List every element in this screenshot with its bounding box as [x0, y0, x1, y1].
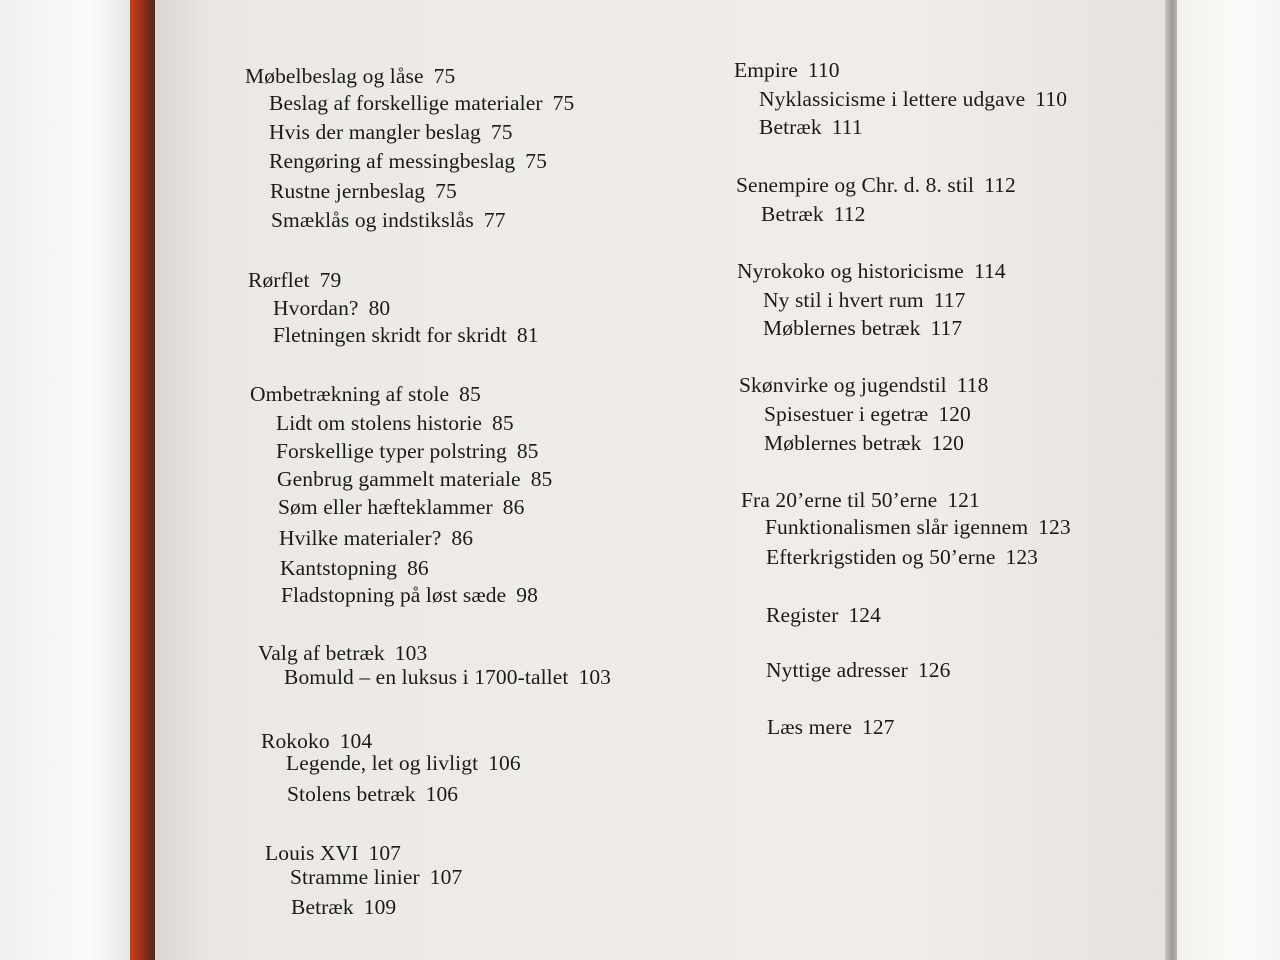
- toc-entry: [291, 897, 396, 919]
- toc-page-number: 75: [552, 91, 575, 115]
- toc-entry-title: Lidt om stolens historie: [276, 411, 483, 435]
- toc-heading: [265, 843, 401, 865]
- toc-page-number: 75: [490, 120, 513, 144]
- toc-entry: [287, 784, 458, 806]
- toc-entry: [270, 181, 457, 203]
- toc-entry: [280, 558, 429, 580]
- toc-page-number: 124: [848, 603, 882, 627]
- toc-page-number: 118: [956, 373, 989, 397]
- toc-page-number: 75: [435, 179, 457, 203]
- inner-cover-edge: [0, 0, 130, 960]
- toc-page-number: 85: [492, 411, 514, 435]
- toc-heading: [734, 60, 840, 82]
- toc-entry-title: Rørflet: [248, 268, 310, 292]
- toc-entry: [765, 517, 1071, 539]
- toc-entry-title: Rokoko: [261, 729, 330, 753]
- toc-entry-title: Betræk: [761, 202, 824, 226]
- toc-page-number: 86: [451, 526, 474, 550]
- toc-heading: [258, 643, 427, 665]
- toc-entry: [269, 151, 547, 173]
- toc-entry-title: Forskellige typer polstring: [276, 439, 507, 463]
- toc-entry: [763, 290, 966, 312]
- toc-page-number: 121: [947, 488, 980, 512]
- toc-entry-title: Bomuld – en luksus i 1700-tallet: [284, 665, 569, 689]
- toc-entry-title: Senempire og Chr. d. 8. stil: [736, 173, 975, 197]
- toc-entry-title: Louis XVI: [265, 841, 359, 865]
- toc-page-number: 85: [516, 439, 539, 463]
- toc-entry-title: Læs mere: [767, 715, 852, 739]
- toc-entry-title: Møblernes betræk: [763, 316, 921, 340]
- toc-entry: [269, 93, 574, 115]
- toc-entry-title: Fra 20’erne til 50’erne: [741, 488, 938, 512]
- toc-entry: [281, 585, 538, 607]
- toc-entry: [271, 210, 506, 232]
- contents-page: [155, 0, 1170, 960]
- toc-entry: [284, 667, 611, 689]
- toc-page-number: 75: [433, 64, 456, 88]
- toc-entry-title: Efterkrigstiden og 50’erne: [766, 545, 996, 569]
- toc-entry-title: Møblernes betræk: [764, 431, 922, 455]
- toc-heading: [261, 731, 372, 753]
- toc-entry: [764, 433, 964, 455]
- toc-entry: [278, 497, 524, 519]
- toc-entry-title: Fladstopning på løst sæde: [281, 583, 507, 607]
- toc-entry-title: Møbelbeslag og låse: [245, 64, 424, 88]
- toc-page-number: 114: [973, 259, 1006, 283]
- toc-entry: [277, 469, 552, 491]
- toc-heading: [736, 175, 1016, 197]
- toc-page-number: 110: [807, 58, 840, 82]
- toc-entry-title: Nyklassicisme i lettere udgave: [759, 87, 1026, 111]
- toc-entry-title: Valg af betræk: [258, 641, 385, 665]
- toc-entry: [276, 413, 514, 435]
- toc-entry-title: Genbrug gammelt materiale: [277, 467, 521, 491]
- toc-entry-title: Nyrokoko og historicisme: [737, 259, 964, 283]
- toc-entry: [759, 89, 1067, 111]
- toc-entry-title: Hvilke materialer?: [279, 526, 442, 550]
- toc-entry-title: Beslag af forskellige materialer: [269, 91, 543, 115]
- toc-page-number: 127: [861, 715, 895, 739]
- toc-heading: [741, 490, 980, 512]
- toc-page-number: 85: [530, 467, 553, 491]
- toc-entry: [763, 318, 962, 340]
- toc-entry-title: Legende, let og livligt: [286, 751, 479, 775]
- toc-entry-title: Hvis der mangler beslag: [269, 120, 481, 144]
- toc-entry: [759, 117, 863, 139]
- toc-entry-title: Skønvirke og jugendstil: [739, 373, 947, 397]
- toc-entry-title: Smæklås og indstikslås: [271, 208, 474, 232]
- toc-page-number: 98: [516, 583, 538, 607]
- toc-entry: [761, 204, 865, 226]
- book-gutter: [133, 0, 157, 960]
- toc-entry-title: Betræk: [759, 115, 822, 139]
- toc-entry: [767, 717, 895, 739]
- toc-page-number: 81: [516, 323, 539, 347]
- toc-page-number: 120: [938, 402, 971, 426]
- toc-entry-title: Hvordan?: [273, 296, 359, 320]
- toc-entry: [279, 528, 473, 550]
- toc-page-number: 104: [339, 729, 373, 753]
- toc-entry: [764, 404, 971, 426]
- toc-entry-title: Register: [766, 603, 839, 627]
- toc-entry-title: Stolens betræk: [287, 782, 416, 806]
- toc-page-number: 112: [833, 202, 866, 226]
- toc-page-number: 123: [1005, 545, 1039, 569]
- toc-heading: [248, 270, 341, 292]
- toc-page-number: 117: [930, 316, 963, 340]
- toc-page-number: 103: [394, 641, 428, 665]
- toc-page-number: 107: [368, 841, 402, 865]
- toc-heading: [245, 66, 455, 88]
- toc-page-number: 86: [407, 556, 429, 580]
- toc-entry-title: Ny stil i hvert rum: [763, 288, 924, 312]
- toc-page-number: 79: [319, 268, 342, 292]
- toc-page-number: 106: [488, 751, 521, 775]
- toc-entry-title: Empire: [734, 58, 798, 82]
- toc-entry-title: Fletningen skridt for skridt: [273, 323, 507, 347]
- toc-entry-title: Funktionalismen slår igennem: [765, 515, 1029, 539]
- toc-entry: [269, 122, 513, 144]
- page-fold: [1165, 0, 1177, 960]
- toc-page-number: 106: [425, 782, 459, 806]
- toc-page-number: 107: [429, 865, 463, 889]
- toc-entry-title: Betræk: [291, 895, 354, 919]
- toc-page-number: 109: [363, 895, 397, 919]
- toc-entry: [273, 325, 539, 347]
- toc-page-number: 75: [525, 149, 547, 173]
- toc-page-number: 86: [502, 495, 525, 519]
- toc-page-number: 123: [1038, 515, 1071, 539]
- toc-entry-title: Spisestuer i egetræ: [764, 402, 929, 426]
- toc-page-number: 85: [459, 382, 481, 406]
- toc-page-number: 80: [368, 296, 391, 320]
- toc-entry: [766, 547, 1038, 569]
- toc-page-number: 112: [984, 173, 1016, 197]
- toc-heading: [250, 384, 481, 406]
- toc-page-number: 103: [578, 665, 612, 689]
- toc-entry-title: Stramme linier: [290, 865, 420, 889]
- toc-heading: [739, 375, 989, 397]
- toc-entry: [766, 660, 950, 682]
- toc-page-number: 110: [1035, 87, 1068, 111]
- toc-entry-title: Søm eller hæfteklammer: [278, 495, 493, 519]
- toc-page-number: 126: [917, 658, 951, 682]
- toc-entry: [286, 753, 521, 775]
- toc-entry: [276, 441, 539, 463]
- toc-entry-title: Rengøring af messingbeslag: [269, 149, 516, 173]
- facing-page: [1177, 0, 1280, 960]
- toc-page-number: 120: [931, 431, 965, 455]
- toc-heading: [737, 261, 1006, 283]
- toc-entry: [290, 867, 462, 889]
- toc-entry: [766, 605, 881, 627]
- toc-entry: [273, 298, 390, 320]
- toc-page-number: 117: [933, 288, 966, 312]
- toc-entry-title: Rustne jernbeslag: [270, 179, 426, 203]
- toc-page-number: 111: [831, 115, 863, 139]
- toc-entry-title: Nyttige adresser: [766, 658, 908, 682]
- toc-entry-title: Ombetrækning af stole: [250, 382, 450, 406]
- toc-page-number: 77: [483, 208, 506, 232]
- toc-entry-title: Kantstopning: [280, 556, 398, 580]
